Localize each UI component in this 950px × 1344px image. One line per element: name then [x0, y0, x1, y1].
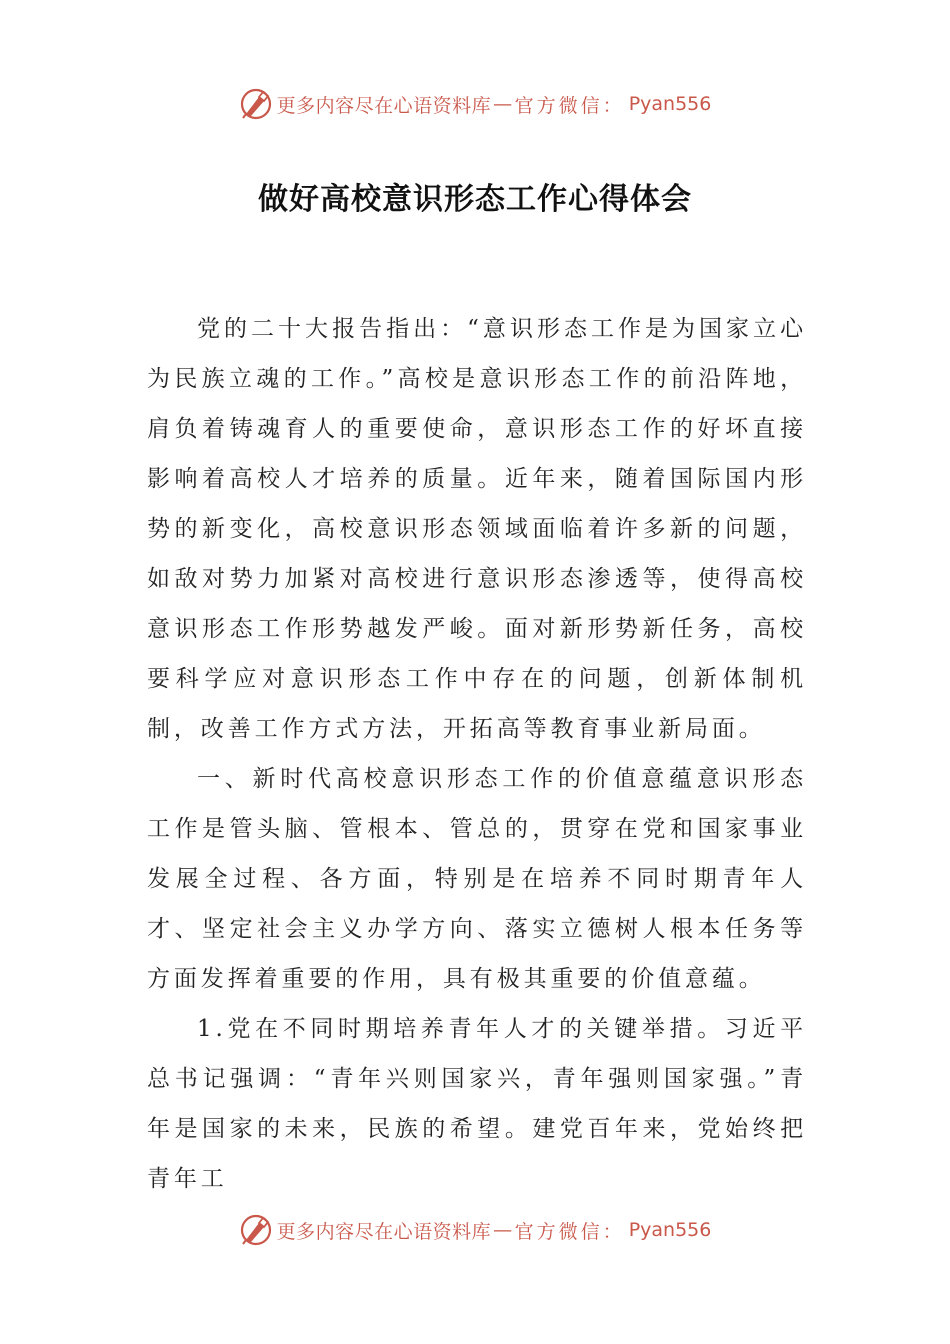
- document-title: 做好高校意识形态工作心得体会: [258, 182, 692, 217]
- document-body: [147, 304, 807, 1204]
- header-watermark: [0, 84, 950, 124]
- watermark-official-label: 官方微信：: [514, 1220, 625, 1243]
- watermark-official-label: 官方微信：: [514, 94, 625, 117]
- watermark-site-text: 更多内容尽在心语资料库: [276, 94, 492, 117]
- watermark-dash: —: [493, 1219, 513, 1241]
- paragraph-intro: 党的二十大报告指出：“意识形态工作是为国家立心为民族立魂的工作。”高校是意识形态工作的前沿阵地，肩负着铸魂育人的重要使命，意识形态工作的好坏直接影响着高校人才培养的质量。近年来，随着国际国内形势的新变化，高校意识形态领域面临着许多新的问题，如敌对势力加紧对高校进行意识形态渗透等，使得高校意识形态工作形势越发严峻。面对新形势新任务，高校要科学应对意识形态工作中存在的问题，创新体制机制，改善工作方式方法，开拓高等教育事业新局面。: [147, 316, 807, 742]
- pen-nib-logo-icon: [239, 1213, 273, 1247]
- watermark-dash: —: [493, 93, 513, 115]
- watermark-site-text: 更多内容尽在心语资料库: [276, 1220, 492, 1243]
- watermark-wechat-id: Pyan556: [628, 1219, 712, 1241]
- paragraph-section-one: 一、新时代高校意识形态工作的价值意蕴意识形态工作是管头脑、管根本、管总的，贯穿在党和国家事业发展全过程、各方面，特别是在培养不同时期青年人才、坚定社会主义办学方向、落实立德树人根本任务等方面发挥着重要的作用，具有极其重要的价值意蕴。: [147, 766, 807, 992]
- footer-watermark: [0, 1210, 950, 1250]
- watermark-wechat-id: Pyan556: [628, 93, 712, 115]
- pen-nib-logo-icon: [239, 87, 273, 121]
- paragraph-point-one: 1.党在不同时期培养青年人才的关键举措。习近平总书记强调：“青年兴则国家兴，青年强则国家强。”青年是国家的未来，民族的希望。建党百年来，党始终把青年工: [147, 1016, 807, 1192]
